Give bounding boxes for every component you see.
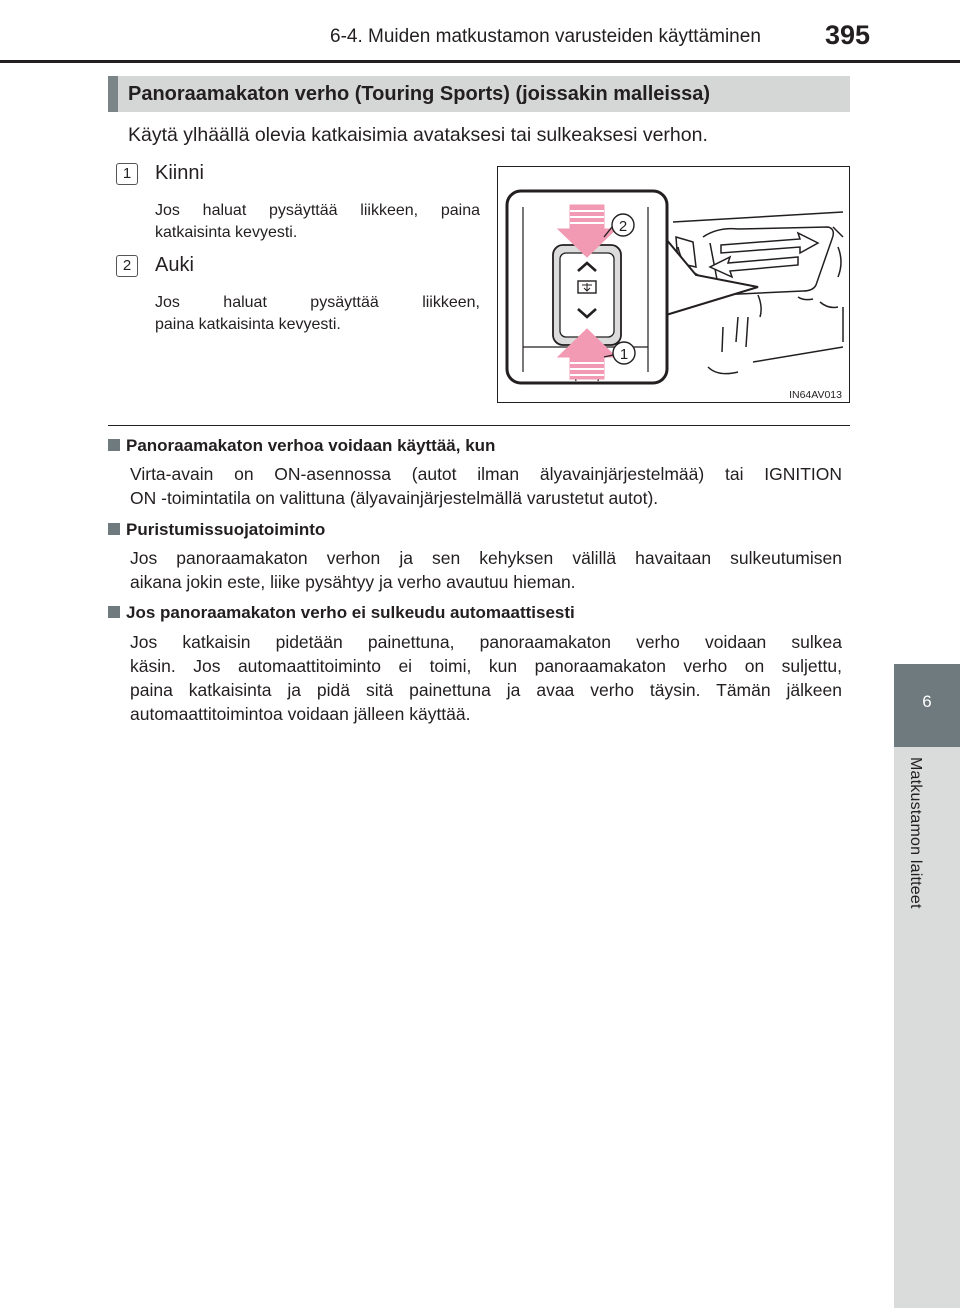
- section-heading-bar: [108, 76, 850, 112]
- switch-illustration-svg: [498, 167, 849, 402]
- switch-face: [560, 253, 614, 337]
- item-number-badge: 2: [116, 255, 138, 277]
- note-line: käsin. Jos automaattitoiminto ei toimi, kun panoraamakaton verho on suljettu,: [130, 656, 842, 676]
- desc-line: Jos haluat pysäyttää liikkeen,: [155, 294, 480, 311]
- desc-line: Jos haluat pysäyttää liikkeen, paina: [155, 202, 480, 219]
- callout-label-2: 2: [618, 218, 628, 235]
- desc-line: paina katkaisinta kevyesti.: [155, 316, 341, 333]
- note-line: Jos panoraamakaton verhon ja sen kehyksen välillä havaitaan sulkeutumisen: [130, 548, 842, 568]
- note-heading: [108, 520, 325, 540]
- item-number-badge: 1: [116, 163, 138, 185]
- section-intro: Käytä ylhäällä olevia katkaisimia avataksesi tai sulkeaksesi verhon.: [128, 124, 708, 146]
- chapter-strip: [894, 747, 960, 1308]
- note-body: [130, 462, 842, 510]
- chapter-title: Matkustamon laitteet: [907, 757, 924, 909]
- note-heading-text: Panoraamakaton verhoa voidaan käyttää, kun: [126, 436, 496, 455]
- note-heading: [108, 603, 575, 623]
- item-title-close: Kiinni: [155, 162, 204, 184]
- note-line: automaattitoimintoa voidaan jälleen käyttää.: [130, 704, 471, 724]
- item-title-open: Auki: [155, 254, 194, 276]
- callout-label-1: 1: [619, 346, 629, 363]
- note-heading-text: Jos panoraamakaton verho ei sulkeudu automaattisesti: [126, 603, 575, 622]
- switch-illustration: [497, 166, 850, 403]
- bullet-square-icon: [108, 523, 120, 535]
- chapter-number: 6: [922, 692, 932, 711]
- section-heading-accent: [108, 76, 118, 112]
- note-line: aikana jokin este, liike pysähtyy ja verho avautuu hieman.: [130, 572, 576, 592]
- bullet-square-icon: [108, 606, 120, 618]
- running-header: 6-4. Muiden matkustamon varusteiden käyttäminen: [330, 26, 761, 47]
- desc-line: katkaisinta kevyesti.: [155, 224, 298, 241]
- note-line: Virta-avain on ON-asennossa (autot ilman älyavainjärjestelmää) tai IGNITION: [130, 464, 842, 484]
- note-body: [130, 630, 842, 726]
- item-desc-open: [155, 292, 480, 336]
- note-line: Jos katkaisin pidetään painettuna, panoraamakaton verho voidaan sulkea: [130, 632, 842, 652]
- note-heading-text: Puristumissuojatoiminto: [126, 520, 326, 539]
- figure-code: IN64AV013: [789, 389, 842, 401]
- section-divider: [108, 425, 850, 426]
- chapter-tab: [894, 664, 960, 747]
- note-line: ON -toimintatila on valittuna (älyavainjärjestelmällä varustetut autot).: [130, 488, 659, 508]
- bullet-square-icon: [108, 439, 120, 451]
- page-number: 395: [825, 20, 871, 50]
- note-body: [130, 546, 842, 594]
- open-close-arrow-icon: [710, 233, 818, 277]
- note-heading: [108, 436, 495, 456]
- item-desc-close: [155, 200, 480, 244]
- section-title: Panoraamakaton verho (Touring Sports) (joissakin malleissa): [128, 83, 711, 105]
- note-line: paina katkaisinta ja pidä sitä painettuna ja avaa verho täysin. Tämän jälkeen: [130, 680, 842, 700]
- header-rule: [0, 60, 960, 63]
